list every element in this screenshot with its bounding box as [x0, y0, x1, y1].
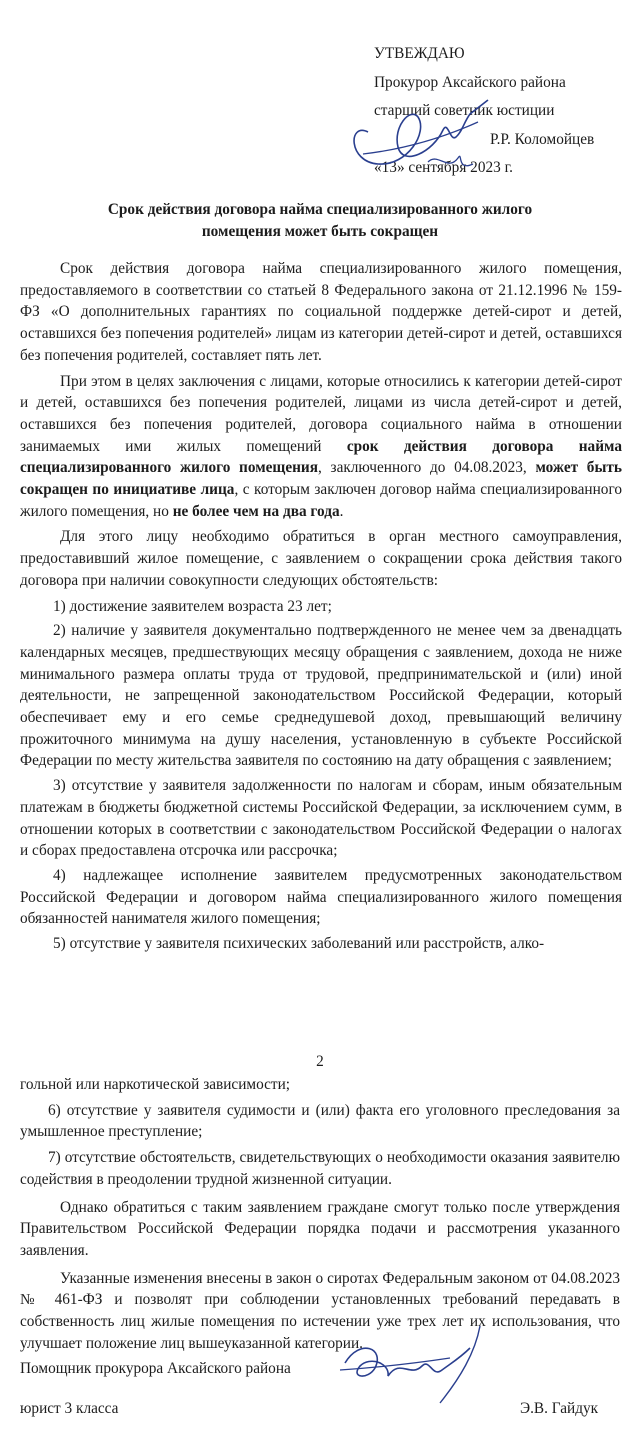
title-line-1: Срок действия договора найма специализированного жилого	[107, 201, 533, 218]
prosecutor-signature	[338, 92, 498, 182]
paragraph-4: Однако обратиться с таким заявлением граждане смогут только после утверждения Правительством Российской Федерации порядка подачи и рассмотрения указанного заявления.	[20, 1198, 620, 1259]
list-item-4: 4) надлежащее исполнение заявителем предусмотренных законодательством Российской Федерации и договором найма специализированного жилого помещения обязанностей нанимателя жилого помещения;	[20, 866, 622, 928]
page-number: 2	[316, 1053, 324, 1070]
paragraph-1: Срок действия договора найма специализированного жилого помещения, предоставляемого в соответствии со статьей 8 Федерального закона от 21.12.1996 № 159-ФЗ «О дополнительных гарантиях по социальной поддержке детей-сирот и детей, оставшихся без попечения родителей» лицам из категории детей-сирот и детей, оставшихся без попечения родителей, составляет пять лет.	[20, 260, 622, 364]
list-item-6: 6) отсутствие у заявителя судимости и (или) факта его уголовного преследования за умышленное преступление;	[20, 1101, 620, 1141]
document-title	[60, 199, 580, 243]
document-body-page-2	[20, 1074, 620, 1358]
footer-rank: юрист 3 класса	[20, 1400, 119, 1417]
approval-position: Прокурор Аксайского района	[374, 73, 566, 91]
footer-position: Помощник прокурора Аксайского района	[20, 1360, 291, 1377]
list-item-3: 3) отсутствие у заявителя задолженности по налогам и сборам, иным обязательным платежам в бюджеты бюджетной системы Российской Федерации, за исключением сумм, в отношении которых в соответствии с законодательством Российской Федерации о налогах и сборах предоставлена отсрочка или рассрочка;	[20, 777, 622, 860]
approval-heading: УТВЕЖДАЮ	[374, 45, 465, 62]
list-item-2: 2) наличие у заявителя документально подтвержденного не менее чем за двенадцать календарных месяцев, предшествующих месяцу обращения с заявлением, дохода не ниже минимального размера оплаты труда от трудовой, предпринимательской и (или) иной деятельности, не запрещенной законодательством Российской Федерации, который обеспечивает ему и его семье среднедушевой доход, превышающий величину прожиточного минимума на душу населения, установленную в субъекте Российской Федерации по месту жительства заявителя по состоянию на дату обращения с заявлением;	[20, 622, 622, 770]
footer-name: Э.В. Гайдук	[520, 1400, 599, 1417]
list-item-5-start: 5) отсутствие у заявителя психических заболеваний или расстройств, алко-	[53, 935, 545, 953]
approval-rank: старший советник юстиции	[374, 102, 555, 119]
footer-signatory	[20, 1349, 291, 1429]
approval-date: «13» сентября 2023 г.	[374, 159, 513, 176]
assistant-signature	[330, 1318, 510, 1408]
approval-name: Р.Р. Коломойцев	[490, 130, 595, 148]
paragraph-5: Указанные изменения внесены в закон о сиротах Федеральным законом от 04.08.2023 № 461-ФЗ и позволят при соблюдении установленных требований передавать в собственность лиц жилые помещения по истечении уже трех лет их использования, что улучшает положение лиц вышеуказанной категории.	[20, 1269, 620, 1352]
list-item-5-end: гольной или наркотической зависимости;	[20, 1076, 291, 1093]
document-body-page-1	[20, 258, 622, 958]
list-item-7: 7) отсутствие обстоятельств, свидетельствующих о необходимости оказания заявителю содействия в преодолении трудной жизненной ситуации.	[20, 1149, 620, 1188]
list-item-1: 1) достижение заявителем возраста 23 лет;	[53, 597, 332, 615]
title-line-2: помещения может быть сокращен	[201, 223, 439, 240]
paragraph-3: Для этого лицу необходимо обратиться в орган местного самоуправления, предоставивший жилое помещение, с заявлением о сокращении срока действия такого договора при наличии совокупности следующих обстоятельств:	[20, 528, 622, 589]
paragraph-2: При этом в целях заключения с лицами, которые относились к категории детей-сирот и детей, оставшихся без попечения родителей, лицами из числа детей-сирот и детей, оставшихся без попечения родителей, договора социального найма в отношении занимаемых ими жилых помещений срок действия договора найма специализированного жилого помещения, заключенного до 04.08.2023, может быть сокращен по инициативе лица, с которым заключен договор найма специализированного жилого помещения, но не более чем на два года.	[20, 372, 622, 520]
